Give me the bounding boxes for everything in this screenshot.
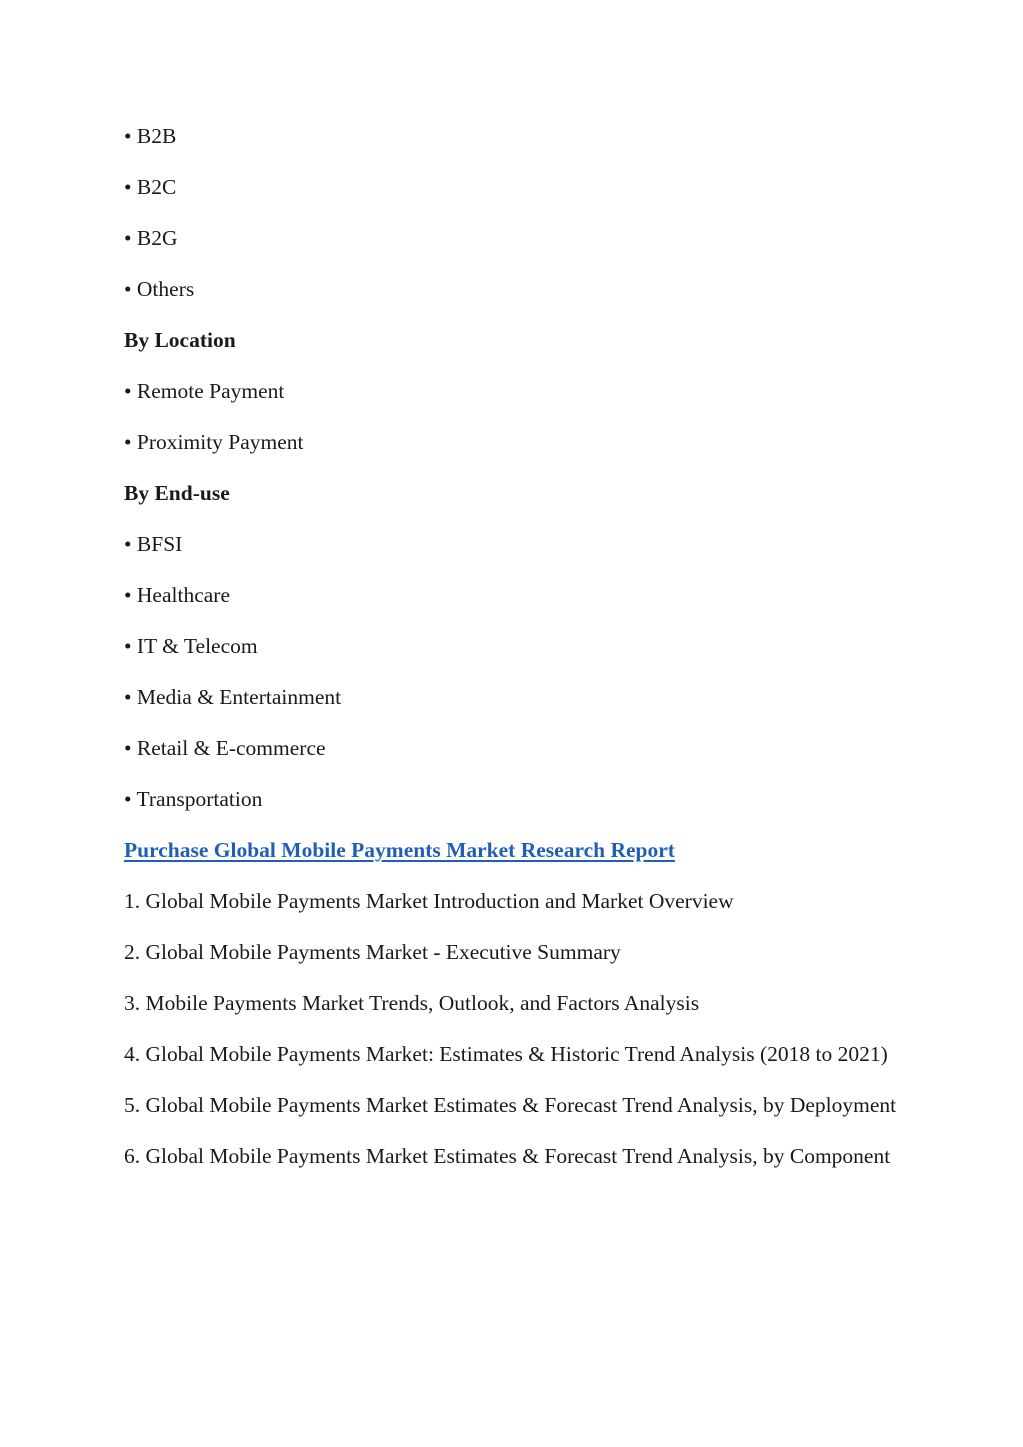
purchase-report-link[interactable]: Purchase Global Mobile Payments Market Research Report bbox=[124, 838, 675, 862]
toc-item-text: 2. Global Mobile Payments Market - Executive Summary bbox=[124, 940, 621, 964]
toc-item-text: 6. Global Mobile Payments Market Estimates & Forecast Trend Analysis, by Component bbox=[124, 1144, 891, 1168]
list-item: • B2G bbox=[124, 226, 178, 250]
list-item: • Remote Payment bbox=[124, 379, 285, 403]
list-item: • Transportation bbox=[124, 787, 263, 811]
document-page bbox=[124, 121, 904, 1192]
list-item: • Healthcare bbox=[124, 583, 230, 607]
list-item: • Others bbox=[124, 277, 195, 301]
list-item: • Proximity Payment bbox=[124, 430, 304, 454]
table-of-contents bbox=[124, 886, 904, 1171]
list-item: • B2C bbox=[124, 175, 177, 199]
type-list bbox=[124, 121, 904, 304]
toc-item bbox=[124, 988, 904, 1018]
list-item: • B2B bbox=[124, 124, 177, 148]
toc-item-text: 3. Mobile Payments Market Trends, Outlook, and Factors Analysis bbox=[124, 991, 700, 1015]
section-heading-end-use: By End-use bbox=[124, 481, 230, 505]
toc-item-text: 5. Global Mobile Payments Market Estimates & Forecast Trend Analysis, by Deployment bbox=[124, 1093, 897, 1117]
toc-item bbox=[124, 886, 904, 916]
toc-item bbox=[124, 1039, 904, 1069]
location-list bbox=[124, 376, 904, 457]
toc-item bbox=[124, 1090, 904, 1120]
toc-item bbox=[124, 937, 904, 967]
list-item: • Retail & E-commerce bbox=[124, 736, 326, 760]
list-item: • BFSI bbox=[124, 532, 183, 556]
list-item: • Media & Entertainment bbox=[124, 685, 342, 709]
toc-item-text: 4. Global Mobile Payments Market: Estimates & Historic Trend Analysis (2018 to 2021) bbox=[124, 1042, 888, 1066]
section-heading-location: By Location bbox=[124, 328, 236, 352]
toc-item-text: 1. Global Mobile Payments Market Introduction and Market Overview bbox=[124, 889, 734, 913]
end-use-list bbox=[124, 529, 904, 814]
list-item: • IT & Telecom bbox=[124, 634, 258, 658]
toc-item bbox=[124, 1141, 904, 1171]
